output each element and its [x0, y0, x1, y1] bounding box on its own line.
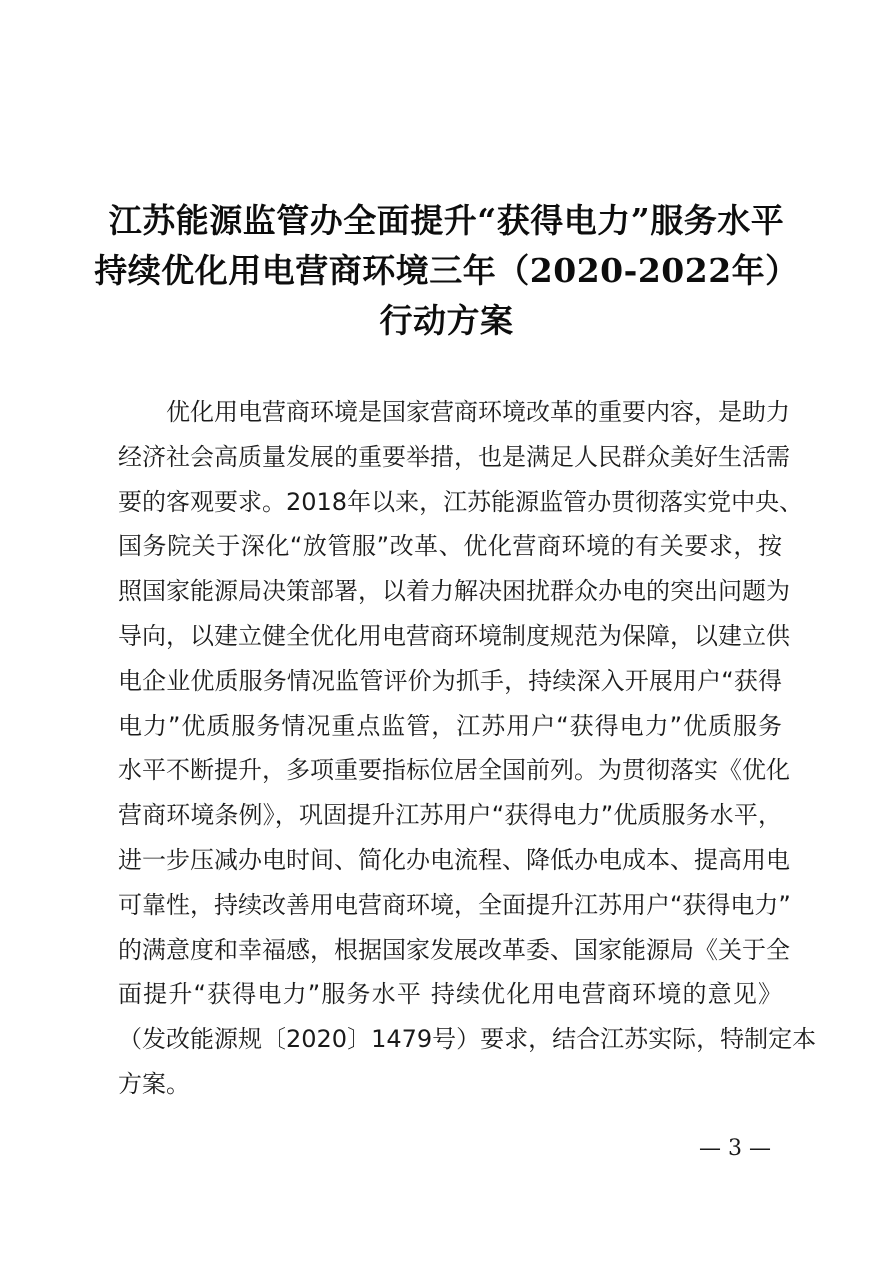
title-line-1: 江苏能源监管办全面提升“获得电力”服务水平 [108, 201, 785, 240]
body-line: 导向，以建立健全优化用电营商环境制度规范为保障，以建立供 [118, 621, 790, 650]
body-line: 电企业优质服务情况监管评价为抓手，持续深入开展用户“获得 [118, 666, 782, 695]
body-line: 进一步压减办电时间、简化办电流程、降低办电成本、提高用电 [118, 845, 790, 874]
body-line: 经济社会高质量发展的重要举措，也是满足人民群众美好生活需 [118, 442, 790, 471]
document-title [60, 196, 833, 346]
body-line: 照国家能源局决策部署，以着力解决困扰群众办电的突出问题为 [118, 577, 790, 606]
body-line: 方案。 [118, 1069, 190, 1098]
body-line: 水平不断提升，多项重要指标位居全国前列。为贯彻落实《优化 [118, 756, 790, 785]
page-number: — 3 — [699, 1136, 771, 1161]
title-line-3: 行动方案 [379, 301, 514, 340]
body-line: 要的客观要求。2018年以来，江苏能源监管办贯彻落实党中央、 [118, 487, 804, 516]
body-line: 的满意度和幸福感，根据国家发展改革委、国家能源局《关于全 [118, 935, 790, 964]
title-line-2: 持续优化用电营商环境三年（2020-2022年） [94, 251, 799, 290]
body-line: 营商环境条例》，巩固提升江苏用户“获得电力”优质服务水平， [118, 801, 782, 830]
body-line: 国务院关于深化“放管服”改革、优化营商环境的有关要求，按 [118, 532, 782, 561]
body-line: 面提升“获得电力”服务水平 持续优化用电营商环境的意见》 [118, 980, 782, 1009]
body-paragraph [118, 390, 817, 1107]
body-line: 优化用电营商环境是国家营商环境改革的重要内容，是助力 [166, 398, 790, 426]
body-line: 可靠性，持续改善用电营商环境，全面提升江苏用户“获得电力” [118, 890, 791, 919]
body-line: 电力”优质服务情况重点监管，江苏用户“获得电力”优质服务 [118, 711, 782, 740]
body-line: （发改能源规〔2020〕1479号）要求，结合江苏实际，特制定本 [118, 1025, 817, 1054]
